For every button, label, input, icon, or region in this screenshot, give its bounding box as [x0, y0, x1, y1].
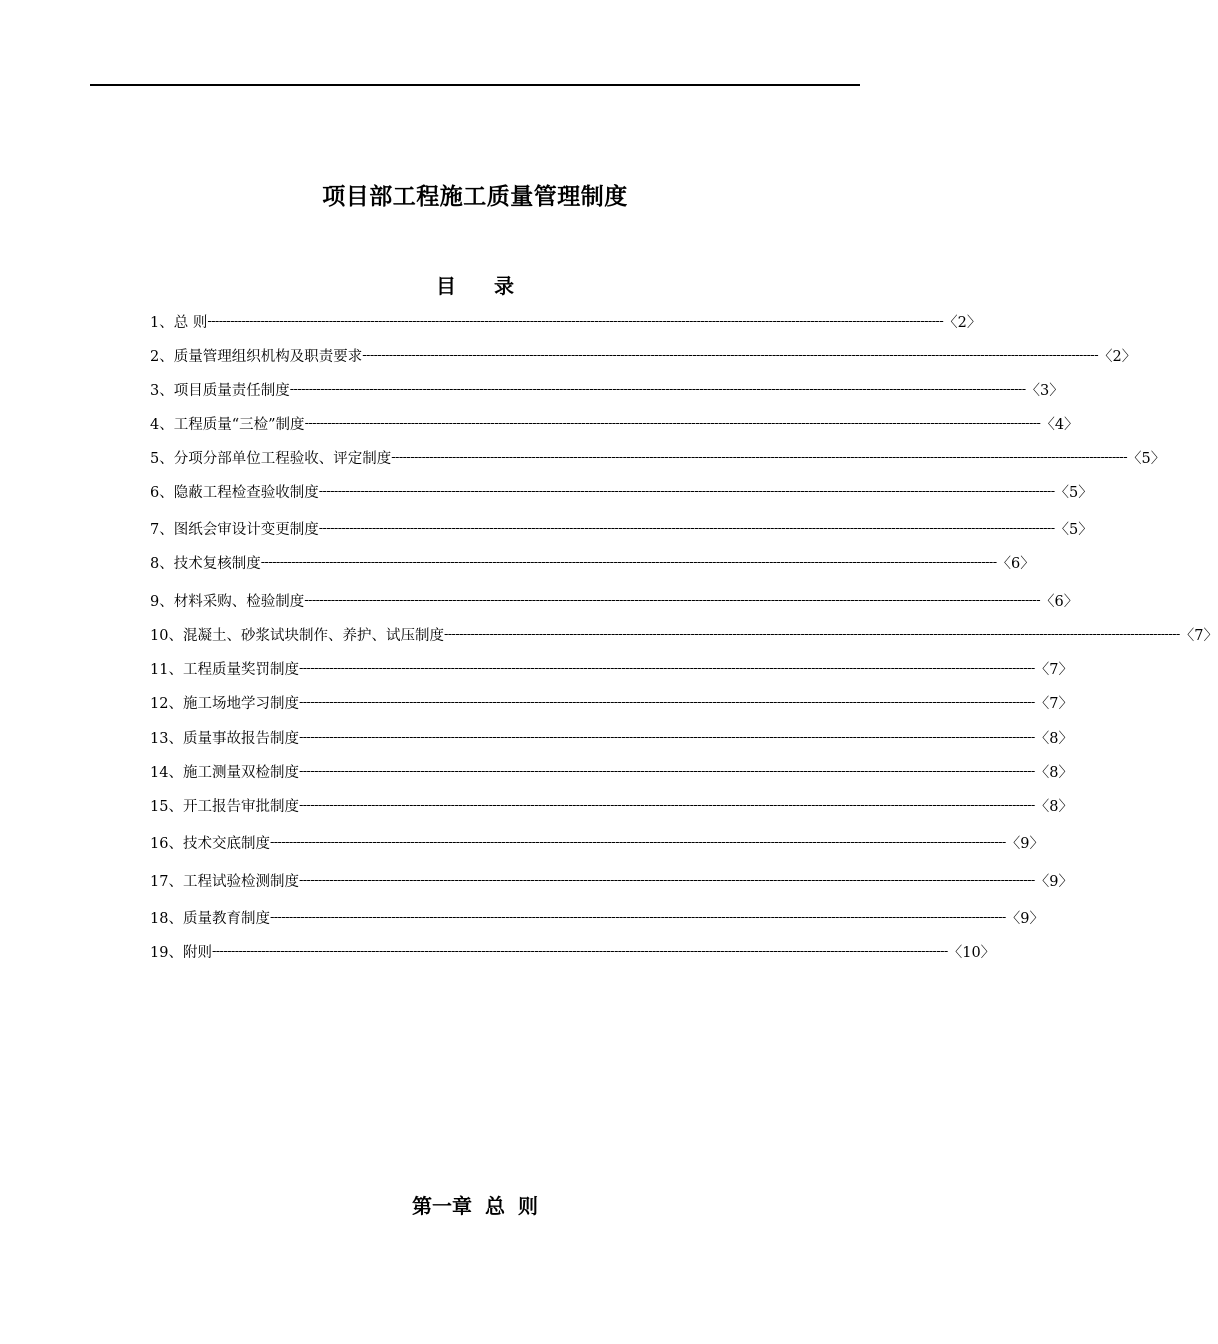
toc-entry-page: 〈8〉: [1034, 764, 1073, 781]
toc-entry-label: 17、工程试验检测制度: [150, 873, 299, 890]
toc-entry-10[interactable]: [150, 623, 1218, 645]
toc-entry-3[interactable]: [150, 378, 1064, 400]
toc-leader: --------------------------------------------------------------------------------------------------------------------------------------------------------------------------------------------------: [443, 626, 1180, 642]
toc-entry-label: 6、隐蔽工程检查验收制度: [150, 484, 319, 501]
toc-leader: --------------------------------------------------------------------------------------------------------------------------------------------------------------------------------------------------: [304, 415, 1041, 431]
toc-entry-page: 〈3〉: [1025, 382, 1064, 399]
toc-entry-16[interactable]: [150, 831, 1044, 853]
toc-heading-left: 目: [436, 274, 456, 298]
toc-leader: --------------------------------------------------------------------------------------------------------------------------------------------------------------------------------------------------: [298, 872, 1035, 888]
toc-leader: --------------------------------------------------------------------------------------------------------------------------------------------------------------------------------------------------: [211, 943, 948, 959]
toc-leader: --------------------------------------------------------------------------------------------------------------------------------------------------------------------------------------------------: [269, 909, 1006, 925]
toc-entry-page: 〈2〉: [943, 314, 982, 331]
toc-entry-label: 15、开工报告审批制度: [150, 798, 299, 815]
toc-entry-label: 2、质量管理组织机构及职责要求: [150, 348, 363, 365]
toc-entry-label: 9、材料采购、检验制度: [150, 593, 305, 610]
toc-entry-17[interactable]: [150, 869, 1073, 891]
toc-entry-5[interactable]: [150, 446, 1166, 468]
toc-entry-9[interactable]: [150, 589, 1079, 611]
toc-entry-page: 〈5〉: [1054, 484, 1093, 501]
toc-leader: --------------------------------------------------------------------------------------------------------------------------------------------------------------------------------------------------: [207, 313, 944, 329]
toc-entry-page: 〈6〉: [996, 555, 1035, 572]
toc-entry-18[interactable]: [150, 906, 1044, 928]
toc-heading-right: 录: [494, 274, 514, 298]
toc-entry-label: 3、项目质量责任制度: [150, 382, 290, 399]
toc-entry-page: 〈8〉: [1034, 798, 1073, 815]
toc-entry-label: 7、图纸会审设计变更制度: [150, 521, 319, 538]
chapter-title: 第一章 总 则: [412, 1194, 538, 1218]
toc-entry-11[interactable]: [150, 657, 1073, 679]
toc-leader: --------------------------------------------------------------------------------------------------------------------------------------------------------------------------------------------------: [318, 483, 1055, 499]
header-rule: [90, 84, 860, 86]
toc-leader: --------------------------------------------------------------------------------------------------------------------------------------------------------------------------------------------------: [260, 554, 997, 570]
toc-entry-page: 〈9〉: [1005, 835, 1044, 852]
toc-entry-page: 〈7〉: [1179, 627, 1218, 644]
toc-leader: --------------------------------------------------------------------------------------------------------------------------------------------------------------------------------------------------: [298, 763, 1035, 779]
toc-entry-page: 〈8〉: [1034, 730, 1073, 747]
toc-entry-page: 〈6〉: [1040, 593, 1079, 610]
toc-leader: --------------------------------------------------------------------------------------------------------------------------------------------------------------------------------------------------: [289, 381, 1026, 397]
toc-entry-page: 〈10〉: [947, 944, 996, 961]
document-title: 项目部工程施工质量管理制度: [322, 183, 628, 210]
toc-entry-page: 〈9〉: [1034, 873, 1073, 890]
toc-leader: --------------------------------------------------------------------------------------------------------------------------------------------------------------------------------------------------: [298, 729, 1035, 745]
toc-entry-label: 16、技术交底制度: [150, 835, 270, 852]
toc-entry-label: 5、分项分部单位工程验收、评定制度: [150, 450, 392, 467]
toc-leader: --------------------------------------------------------------------------------------------------------------------------------------------------------------------------------------------------: [298, 797, 1035, 813]
toc-entry-label: 11、工程质量奖罚制度: [150, 661, 299, 678]
toc-entry-12[interactable]: [150, 691, 1073, 713]
toc-entry-1[interactable]: [150, 310, 982, 332]
toc-entry-label: 14、施工测量双检制度: [150, 764, 299, 781]
toc-entry-label: 8、技术复核制度: [150, 555, 261, 572]
toc-leader: --------------------------------------------------------------------------------------------------------------------------------------------------------------------------------------------------: [269, 834, 1006, 850]
toc-leader: --------------------------------------------------------------------------------------------------------------------------------------------------------------------------------------------------: [298, 694, 1035, 710]
toc-entry-page: 〈5〉: [1127, 450, 1166, 467]
toc-leader: --------------------------------------------------------------------------------------------------------------------------------------------------------------------------------------------------: [362, 347, 1098, 363]
toc-entry-page: 〈7〉: [1034, 695, 1073, 712]
toc-entry-label: 12、施工场地学习制度: [150, 695, 299, 712]
toc-leader: --------------------------------------------------------------------------------------------------------------------------------------------------------------------------------------------------: [318, 520, 1055, 536]
toc-entry-8[interactable]: [150, 551, 1035, 573]
toc-entry-label: 13、质量事故报告制度: [150, 730, 299, 747]
toc-entry-4[interactable]: [150, 412, 1079, 434]
toc-entry-page: 〈2〉: [1098, 348, 1137, 365]
toc-entry-label: 1、总 则: [150, 314, 208, 331]
toc-entry-2[interactable]: [150, 344, 1137, 366]
toc-leader: --------------------------------------------------------------------------------------------------------------------------------------------------------------------------------------------------: [391, 449, 1127, 465]
toc-leader: --------------------------------------------------------------------------------------------------------------------------------------------------------------------------------------------------: [298, 660, 1035, 676]
toc-entry-13[interactable]: [150, 726, 1073, 748]
toc-entry-page: 〈9〉: [1005, 910, 1044, 927]
toc-entry-7[interactable]: [150, 517, 1093, 539]
toc-entry-label: 18、质量教育制度: [150, 910, 270, 927]
toc-entry-14[interactable]: [150, 760, 1073, 782]
toc-leader: --------------------------------------------------------------------------------------------------------------------------------------------------------------------------------------------------: [304, 592, 1040, 608]
toc-entry-6[interactable]: [150, 480, 1093, 502]
toc-entry-15[interactable]: [150, 794, 1073, 816]
toc-entry-page: 〈4〉: [1040, 416, 1079, 433]
toc-entry-page: 〈7〉: [1034, 661, 1073, 678]
toc-entry-page: 〈5〉: [1054, 521, 1093, 538]
toc-entry-label: 10、混凝土、砂浆试块制作、养护、试压制度: [150, 627, 444, 644]
toc-heading: [0, 270, 950, 299]
toc-entry-label: 19、附则: [150, 944, 212, 961]
toc-entry-label: 4、工程质量“三检”制度: [150, 416, 305, 433]
toc-entry-19[interactable]: [150, 940, 996, 962]
